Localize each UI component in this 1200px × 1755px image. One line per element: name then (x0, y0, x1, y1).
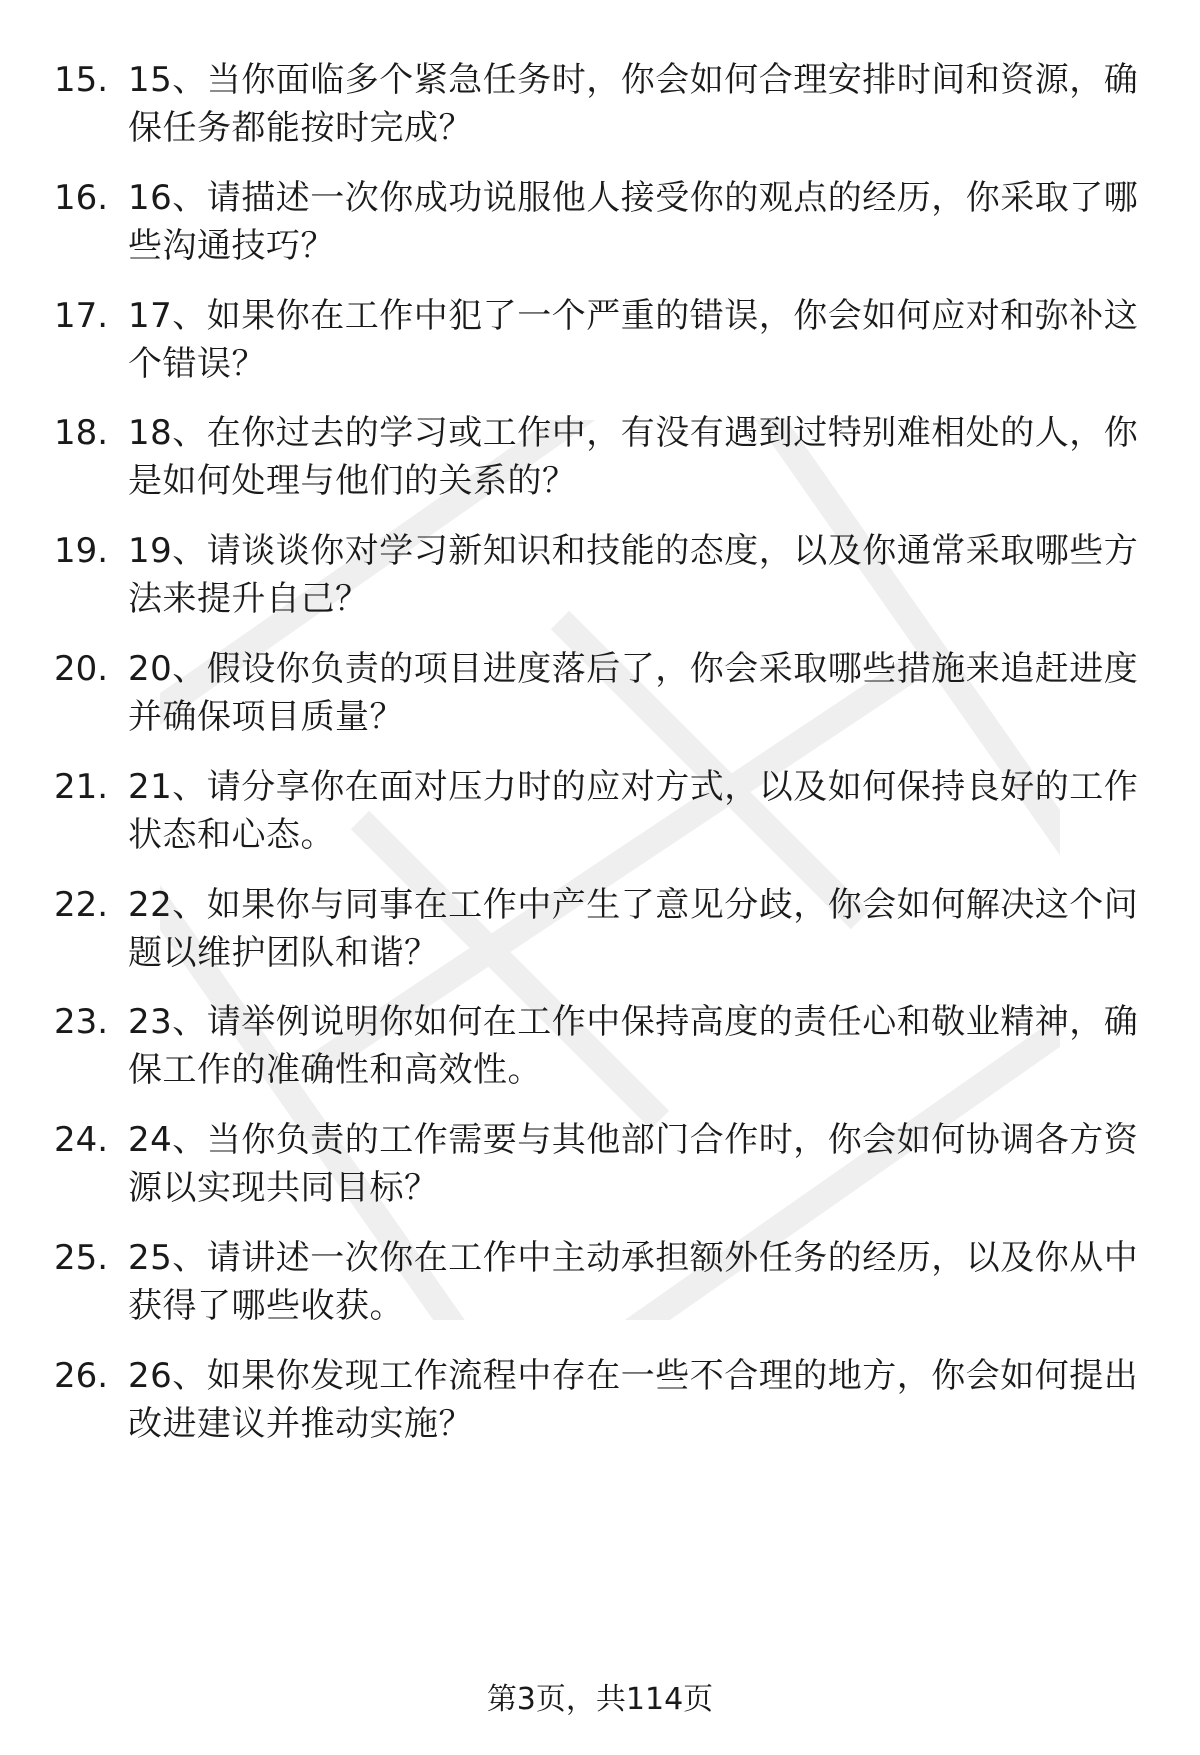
question-number: 24. (54, 1120, 109, 1161)
question-number: 19. (54, 531, 109, 572)
question-item (0, 527, 1200, 637)
question-text: 17、如果你在工作中犯了一个严重的错误，你会如何应对和弥补这个错误？ (128, 295, 1139, 384)
question-number: 22. (54, 884, 109, 925)
question-item (0, 1234, 1200, 1344)
question-text: 24、当你负责的工作需要与其他部门合作时，你会如何协调各方资源以实现共同目标？ (128, 1120, 1139, 1209)
question-text: 26、如果你发现工作流程中存在一些不合理的地方，你会如何提出改进建议并推动实施？ (128, 1355, 1139, 1444)
question-text: 20、假设你负责的项目进度落后了，你会采取哪些措施来追赶进度并确保项目质量？ (128, 649, 1139, 737)
question-number: 18. (54, 413, 109, 454)
question-item (0, 1352, 1200, 1462)
question-item (0, 645, 1200, 755)
question-item (0, 292, 1200, 402)
question-number: 20. (54, 649, 109, 689)
question-text: 22、如果你与同事在工作中产生了意见分歧，你会如何解决这个问题以维护团队和谐？ (128, 884, 1139, 973)
question-item (0, 998, 1200, 1108)
question-text: 18、在你过去的学习或工作中，有没有遇到过特别难相处的人，你是如何处理与他们的关系的？ (128, 413, 1139, 502)
question-text: 23、请举例说明你如何在工作中保持高度的责任心和敬业精神，确保工作的准确性和高效性。 (128, 1002, 1139, 1091)
question-number: 23. (54, 1002, 109, 1043)
question-text: 15、当你面临多个紧急任务时，你会如何合理安排时间和资源，确保任务都能按时完成？ (128, 60, 1139, 148)
question-item (0, 881, 1200, 991)
question-text: 25、请讲述一次你在工作中主动承担额外任务的经历，以及你从中获得了哪些收获。 (128, 1238, 1139, 1326)
question-item (0, 763, 1200, 873)
page-number: 第3页，共114页 (486, 1682, 714, 1717)
question-number: 25. (54, 1238, 109, 1278)
question-text: 16、请描述一次你成功说服他人接受你的观点的经历，你采取了哪些沟通技巧？ (128, 177, 1139, 266)
question-item (0, 1116, 1200, 1226)
question-number: 21. (54, 766, 109, 807)
question-number: 26. (54, 1355, 109, 1396)
question-item (0, 56, 1200, 166)
question-number: 15. (54, 60, 109, 100)
question-item (0, 409, 1200, 519)
question-number: 17. (54, 295, 109, 336)
question-text: 21、请分享你在面对压力时的应对方式，以及如何保持良好的工作状态和心态。 (128, 766, 1139, 855)
question-item (0, 174, 1200, 284)
question-number: 16. (54, 177, 109, 218)
question-text: 19、请谈谈你对学习新知识和技能的态度，以及你通常采取哪些方法来提升自己？ (128, 531, 1139, 620)
